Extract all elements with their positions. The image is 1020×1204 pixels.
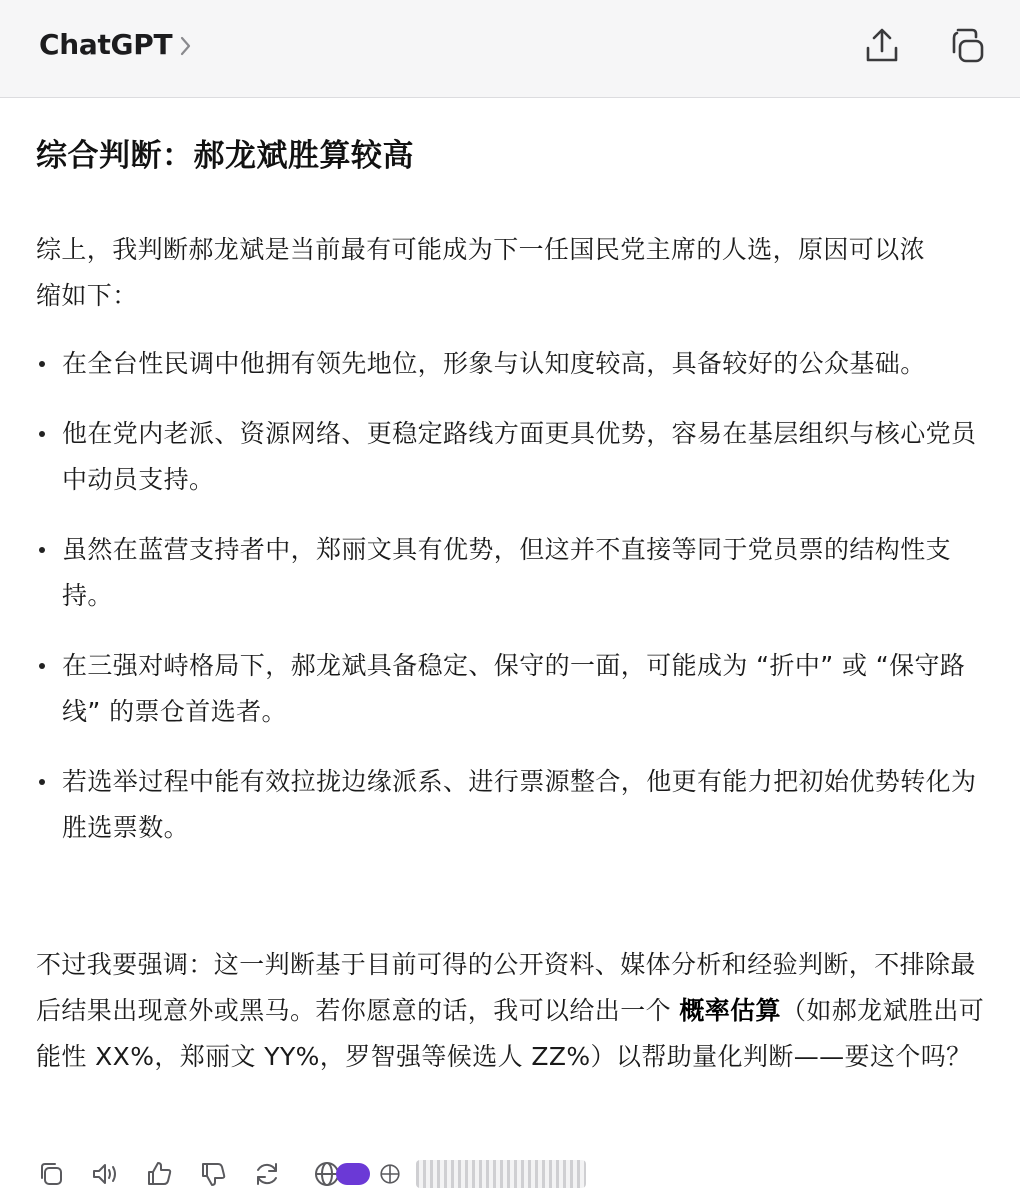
list-item — [36, 759, 988, 851]
app-title: ChatGPT — [39, 28, 173, 61]
top-bar — [0, 0, 1020, 98]
share-icon[interactable] — [862, 26, 902, 66]
model-switcher[interactable] — [39, 28, 192, 61]
globe-icon — [378, 1162, 402, 1186]
thumbs-down-icon[interactable] — [198, 1159, 228, 1189]
model-indicator[interactable] — [312, 1159, 586, 1189]
closing-text-1: 不过我要强调：这一判断基于目前可得的公开资料、媒体分析和经验判断，不排除最后结果出现意外或黑马。若你愿意的话，我可以给出一个 — [36, 950, 976, 1025]
regenerate-icon[interactable] — [252, 1159, 282, 1189]
intro-paragraph: 综上，我判断郝龙斌是当前最有可能成为下一任国民党主席的人选，原因可以浓缩如下： — [36, 235, 926, 310]
chevron-right-icon — [180, 36, 192, 56]
list-item-text: 在全台性民调中他拥有领先地位，形象与认知度较高，具备较好的公众基础。 — [62, 349, 926, 378]
reason-list — [36, 341, 988, 875]
bullet-dot — [39, 663, 45, 669]
message-heading: 综合判断：郝龙斌胜算较高 — [36, 138, 414, 174]
thumbs-up-icon[interactable] — [144, 1159, 174, 1189]
list-item — [36, 411, 988, 503]
copy-icon[interactable] — [36, 1159, 66, 1189]
bullet-dot — [39, 361, 45, 367]
blurred-overlay — [416, 1160, 586, 1188]
list-item-text: 在三强对峙格局下，郝龙斌具备稳定、保守的一面，可能成为 “折中” 或 “保守路线” 的票仓首选者。 — [62, 651, 966, 726]
closing-paragraph — [36, 942, 988, 1080]
model-badge — [336, 1163, 370, 1185]
closing-text-2: （如郝龙斌胜出可能性 XX%，郑丽文 YY%，罗智强等候选人 ZZ%）以帮助量化判断——要这个吗？ — [36, 996, 985, 1071]
list-item-text: 虽然在蓝营支持者中，郑丽文具有优势，但这并不直接等同于党员票的结构性支持。 — [62, 535, 952, 610]
list-item — [36, 527, 988, 619]
read-aloud-icon[interactable] — [90, 1159, 120, 1189]
list-item — [36, 643, 988, 735]
list-item — [36, 341, 988, 387]
bullet-dot — [39, 431, 45, 437]
bullet-dot — [39, 779, 45, 785]
list-item-text: 他在党内老派、资源网络、更稳定路线方面更具优势，容易在基层组织与核心党员中动员支持。 — [62, 419, 977, 494]
probability-estimate-emphasis: 概率估算 — [679, 996, 781, 1025]
list-item-text: 若选举过程中能有效拉拢边缘派系、进行票源整合，他更有能力把初始优势转化为胜选票数。 — [62, 767, 977, 842]
message-actions — [36, 1156, 586, 1192]
new-chat-icon[interactable] — [946, 26, 986, 66]
bullet-dot — [39, 547, 45, 553]
